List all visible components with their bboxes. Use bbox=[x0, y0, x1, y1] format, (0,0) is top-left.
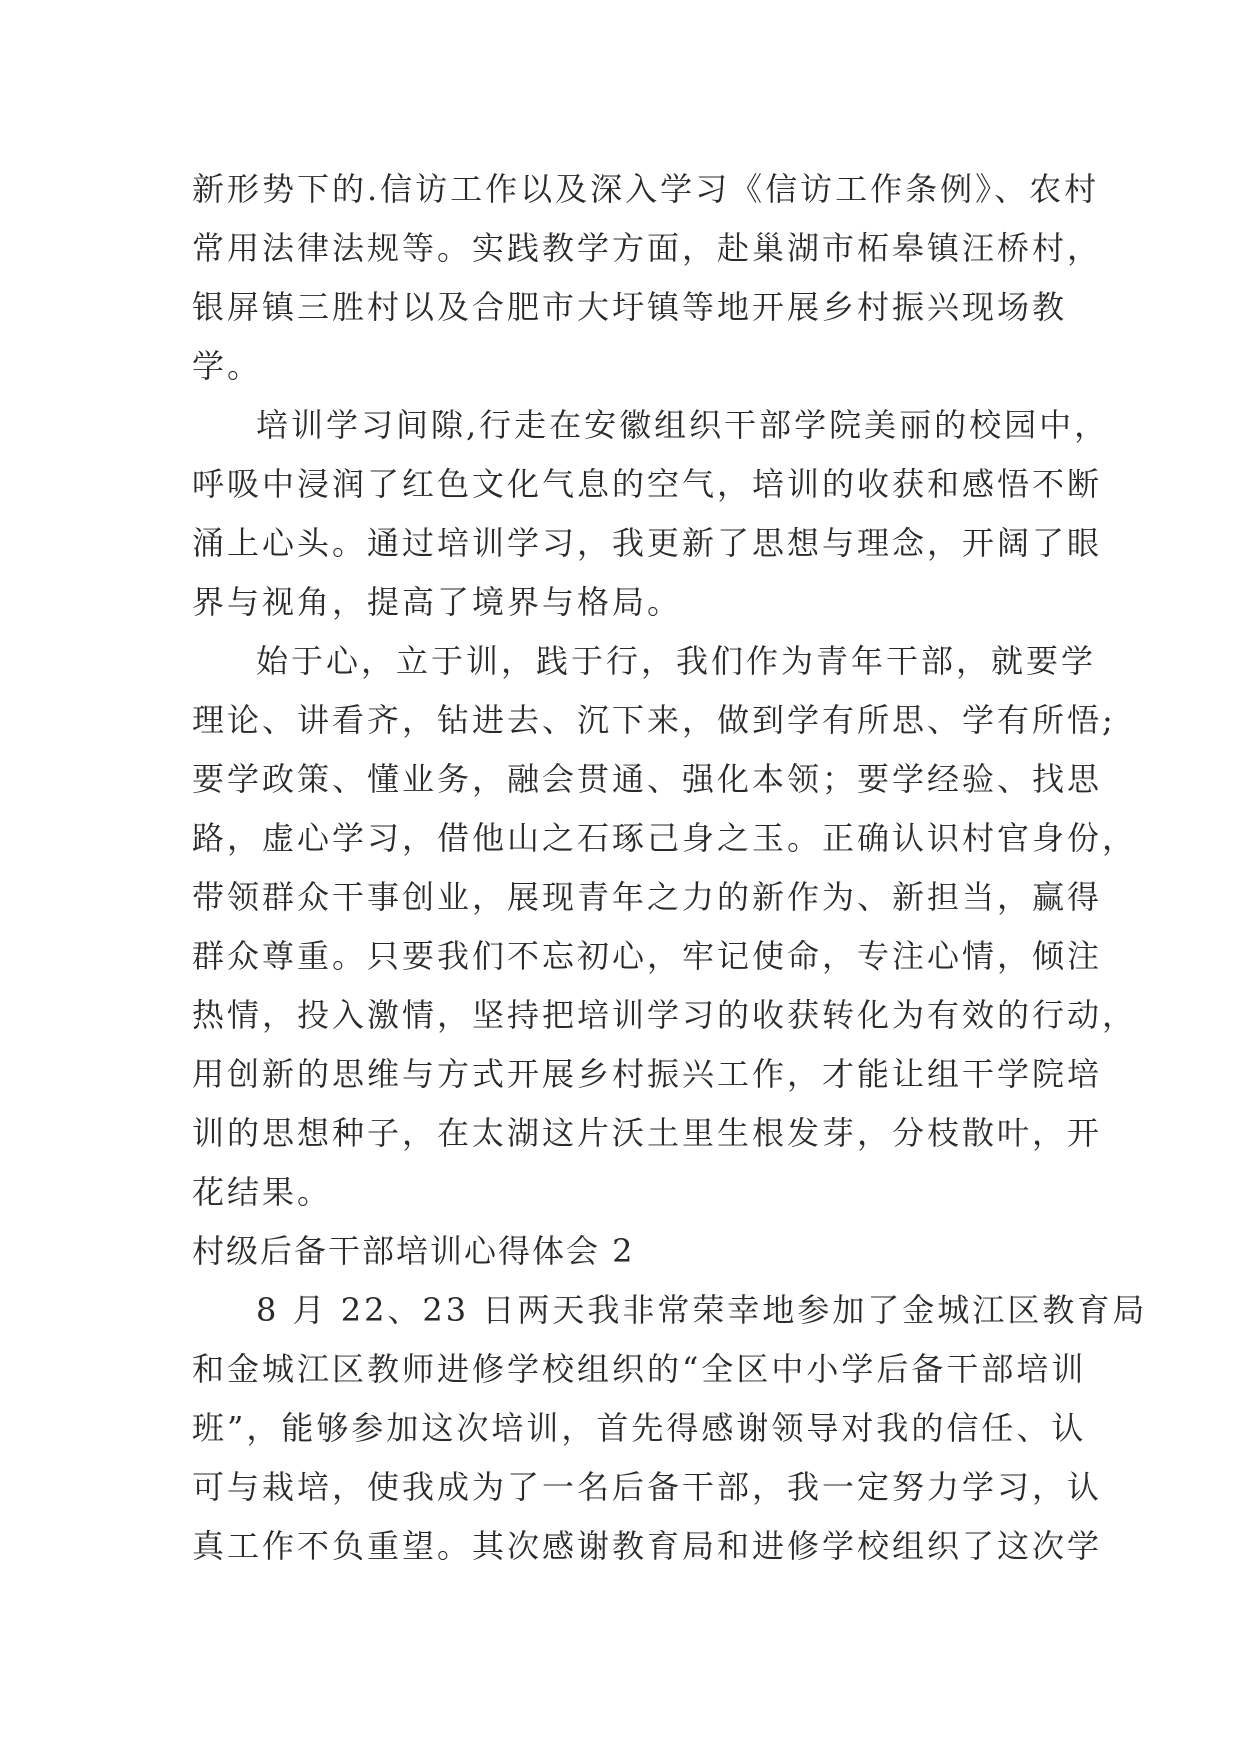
text-line: 理论、讲看齐，钻进去、沉下来，做到学有所思、学有所悟; bbox=[192, 701, 1116, 739]
paragraph-3 bbox=[192, 632, 1138, 1222]
text-line: 要学政策、懂业务，融会贯通、强化本领；要学经验、找思 bbox=[192, 760, 1103, 798]
text-line: 热情，投入激情，坚持把培训学习的收获转化为有效的行动， bbox=[192, 996, 1138, 1034]
text-line: 和金城江区教师进修学校组织的“全区中小学后备干部培训 bbox=[192, 1350, 1087, 1388]
text-line: 训的思想种子，在太湖这片沃土里生根发芽，分枝散叶，开 bbox=[192, 1114, 1103, 1152]
text-line: 培训学习间隙,行走在安徽组织干部学院美丽的校园中， bbox=[256, 406, 1110, 444]
text-line: 花结果。 bbox=[192, 1173, 333, 1211]
text-line: 带领群众干事创业，展现青年之力的新作为、新担当，赢得 bbox=[192, 878, 1103, 916]
text-line: 真工作不负重望。其次感谢教育局和进修学校组织了这次学 bbox=[192, 1527, 1103, 1565]
text-line: 学。 bbox=[192, 347, 263, 385]
text-line: 路，虚心学习，借他山之石琢己身之玉。正确认识村官身份， bbox=[192, 819, 1138, 857]
text-line: 呼吸中浸润了红色文化气息的空气，培训的收获和感悟不断 bbox=[192, 465, 1103, 503]
text-line: 新形势下的.信访工作以及深入学习《信访工作条例》、农村 bbox=[192, 170, 1100, 208]
text-line: 群众尊重。只要我们不忘初心，牢记使命，专注心情，倾注 bbox=[192, 937, 1103, 975]
section-heading: 村级后备干部培训心得体会 2 bbox=[192, 1232, 635, 1270]
text-line: 常用法律法规等。实践教学方面，赴巢湖市柘皋镇汪桥村， bbox=[192, 229, 1103, 267]
text-line: 涌上心头。通过培训学习，我更新了思想与理念，开阔了眼 bbox=[192, 524, 1103, 562]
paragraph-2 bbox=[192, 396, 1110, 632]
text-line: 银屏镇三胜村以及合肥市大圩镇等地开展乡村振兴现场教 bbox=[192, 288, 1068, 326]
text-line: 界与视角，提高了境界与格局。 bbox=[192, 583, 683, 621]
text-line: 用创新的思维与方式开展乡村振兴工作，才能让组干学院培 bbox=[192, 1055, 1103, 1093]
text-line: 始于心，立于训，践于行，我们作为青年干部，就要学 bbox=[256, 642, 1097, 680]
document-page bbox=[192, 160, 1148, 1576]
paragraph-4 bbox=[192, 1281, 1148, 1576]
text-line: 可与栽培，使我成为了一名后备干部，我一定努力学习，认 bbox=[192, 1468, 1103, 1506]
text-line: 8 月 22、23 日两天我非常荣幸地参加了金城江区教育局 bbox=[256, 1291, 1148, 1329]
text-line: 班”，能够参加这次培训，首先得感谢领导对我的信任、认 bbox=[192, 1409, 1087, 1447]
paragraph-1 bbox=[192, 160, 1103, 396]
